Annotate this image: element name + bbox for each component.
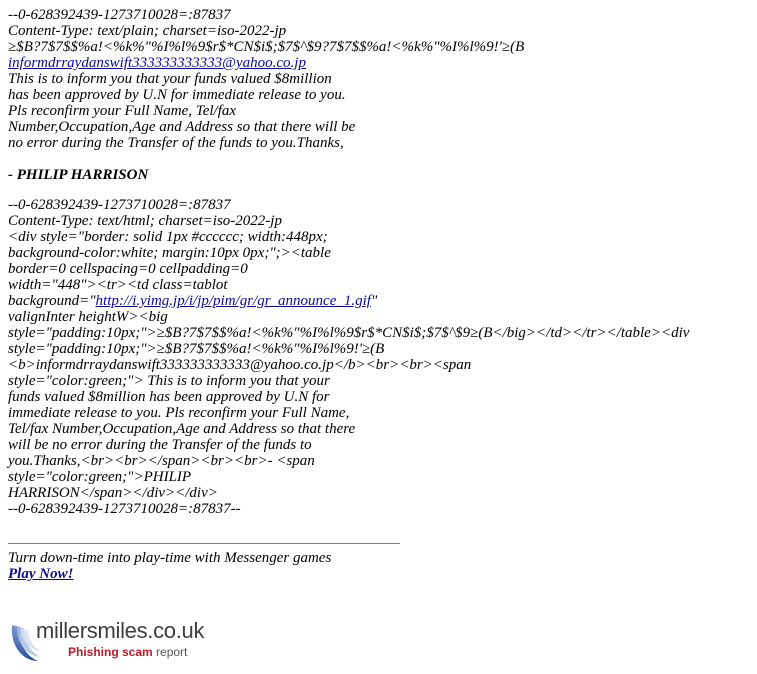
mime-boundary: --0-628392439-1273710028=:87837 xyxy=(8,197,231,213)
body-line: Number,Occupation,Age and Address so that there will be xyxy=(8,119,356,135)
encoded-subject: ≥$B?7$7$$%a!<%k%"%I%l%9$r$*CN$i$;$7$^$9?7$7$$%a!<%k%"%I%l%9!'≥(B xyxy=(8,39,525,55)
millersmiles-logo[interactable] xyxy=(8,617,223,667)
html-source-line: border=0 cellspacing=0 cellpadding=0 xyxy=(8,261,248,277)
html-source-line: HARRISON</span></div></div> xyxy=(8,485,218,501)
html-source-line: Tel/fax Number,Occupation,Age and Address so that there xyxy=(8,421,356,437)
html-source-line: immediate release to you. Pls reconfirm your Full Name, xyxy=(8,405,350,421)
logo-tagline-red: Phishing scam xyxy=(68,645,153,659)
html-source-line: style="padding:10px;">≥$B?7$7$$%a!<%k%"%I%l%9$r$*CN$i$;$7$^$9≥(B</big></td></tr></table><div xyxy=(8,325,690,341)
body-line: This is to inform you that your funds valued $8million xyxy=(8,71,332,87)
html-source-line: width="448"><tr><td class=tablot xyxy=(8,277,228,293)
html-source-line: <b>informdrraydanswift333333333333@yahoo.co.jp</b><br><br><span xyxy=(8,357,472,373)
logo-wordmark: millersmiles.co.uk xyxy=(36,618,205,643)
logo-tagline xyxy=(68,645,187,659)
message-body xyxy=(8,71,753,151)
content-type-header: Content-Type: text/plain; charset=iso-2022-jp xyxy=(8,23,287,39)
signature: - PHILIP HARRISON xyxy=(8,167,149,183)
mime-end-boundary: --0-628392439-1273710028=:87837-- xyxy=(8,501,241,517)
background-line xyxy=(8,293,753,309)
email-content xyxy=(8,7,753,582)
background-suffix: " xyxy=(370,293,378,309)
html-source-line: funds valued $8million has been approved by U.N for xyxy=(8,389,330,405)
html-source-line: <div style="border: solid 1px #cccccc; width:448px; xyxy=(8,229,328,245)
content-type-header: Content-Type: text/html; charset=iso-2022-jp xyxy=(8,213,282,229)
email-address-link[interactable]: informdrraydanswift333333333333@yahoo.co.jp xyxy=(8,55,306,71)
html-source-line: background-color:white; margin:10px 0px;";><table xyxy=(8,245,331,261)
email-address-line xyxy=(8,55,753,71)
promo-text: Turn down-time into play-time with Messenger games xyxy=(8,550,332,566)
html-source-line: you.Thanks,<br><br></span><br><br>- <span xyxy=(8,453,315,469)
play-now-line xyxy=(8,566,753,582)
spacer xyxy=(8,183,753,197)
body-line: no error during the Transfer of the funds to you.Thanks, xyxy=(8,135,344,151)
body-line: Pls reconfirm your Full Name, Tel/fax xyxy=(8,103,237,119)
html-source-line: will be no error during the Transfer of the funds to xyxy=(8,437,312,453)
html-source-line: valignInter heightW><big xyxy=(8,309,168,325)
divider xyxy=(8,543,400,544)
logo-tagline-gray: report xyxy=(152,645,188,659)
play-now-link[interactable]: Play Now! xyxy=(8,566,74,582)
html-source-block xyxy=(8,309,753,501)
html-source-line: style="padding:10px;">≥$B?7$7$$%a!<%k%"%I%l%9!'≥(B xyxy=(8,341,385,357)
mime-boundary: --0-628392439-1273710028=:87837 xyxy=(8,7,231,23)
background-image-link[interactable]: http://i.yimg.jp/i/jp/pim/gr/gr_announce_1.gif xyxy=(95,293,371,309)
spacer xyxy=(8,151,753,167)
background-prefix: background=" xyxy=(8,293,96,309)
html-source-line: style="color:green;">PHILIP xyxy=(8,469,192,485)
html-source-line: style="color:green;"> This is to inform you that your xyxy=(8,373,330,389)
html-source-block xyxy=(8,229,753,293)
body-line: has been approved by U.N for immediate release to you. xyxy=(8,87,346,103)
